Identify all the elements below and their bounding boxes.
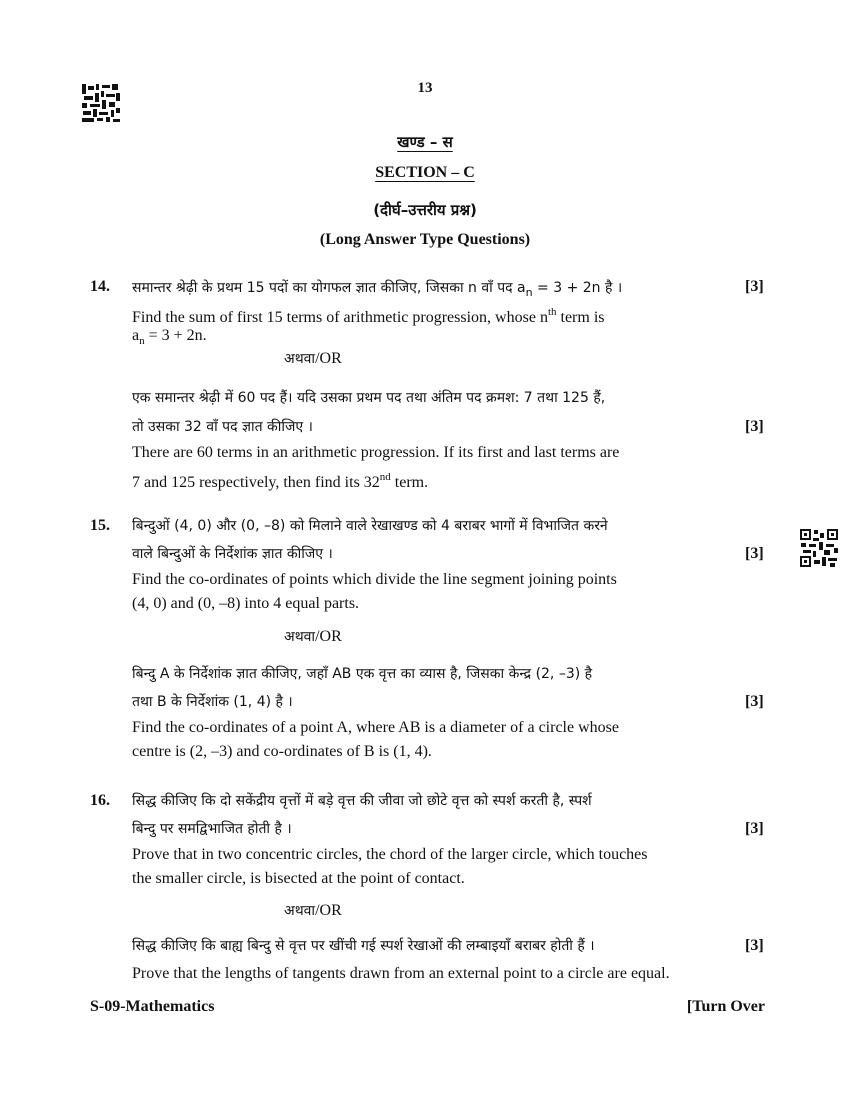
paper-code: S-09-Mathematics — [90, 998, 215, 1015]
question-marks: [3] — [745, 545, 764, 562]
question-number: 16. — [90, 792, 110, 809]
alternative-marks: [3] — [745, 418, 764, 435]
question-text: $a_n = 3 + 2n$. — [132, 327, 207, 347]
question-text: Find the sum of first 15 terms of arithmetic progression, whose $n^{th}$ term is — [132, 306, 605, 326]
alternative-text: Find the co-ordinates of a point A, where AB is a diameter of a circle whose — [132, 719, 619, 736]
or-separator: अथवा/OR — [284, 350, 342, 367]
page-number: 13 — [417, 80, 433, 96]
alternative-text-hindi: सिद्ध कीजिए कि बाह्य बिन्दु से वृत्त पर खींची गई स्पर्श रेखाओं की लम्बाइयाँ बराबर होती हैं । — [132, 938, 595, 954]
alternative-text: 7 and 125 respectively, then find its 32nd term. — [132, 471, 429, 491]
question-marks: [3] — [745, 278, 764, 295]
alternative-marks: [3] — [745, 937, 764, 954]
qr-code-right-margin — [800, 529, 838, 567]
or-separator: अथवा/OR — [284, 628, 342, 645]
question-text: Find the co-ordinates of points which divide the line segment joining points — [132, 571, 617, 588]
or-separator: अथवा/OR — [284, 902, 342, 919]
question-text-hindi: वाले बिन्दुओं के निर्देशांक ज्ञात कीजिए । — [132, 546, 333, 562]
alternative-text: Prove that the lengths of tangents drawn from an external point to a circle are equal. — [132, 965, 670, 982]
question-text-hindi: बिन्दुओं (4, 0) और (0, –8) को मिलाने वाले रेखाखण्ड को 4 बराबर भागों में विभाजित करने — [132, 518, 608, 534]
question-text-hindi: समान्तर श्रेढ़ी के प्रथम 15 पदों का योगफल ज्ञात कीजिए, जिसका n वाँ पद $a_n = 3 + 2n$ है । — [132, 280, 623, 299]
question-type: (Long Answer Type Questions) — [319, 231, 531, 248]
question-text: Prove that in two concentric circles, the chord of the larger circle, which touches — [132, 846, 648, 863]
question-text-hindi: बिन्दु पर समद्विभाजित होती है । — [132, 821, 292, 837]
alternative-marks: [3] — [745, 693, 764, 710]
alternative-text-hindi: बिन्दु A के निर्देशांक ज्ञात कीजिए, जहाँ AB एक वृत्त का व्यास है, जिसका केन्द्र (2, –3) है — [132, 666, 593, 682]
question-marks: [3] — [745, 820, 764, 837]
question-text: the smaller circle, is bisected at the point of contact. — [132, 870, 465, 887]
question-text-hindi: सिद्ध कीजिए कि दो सकेंद्रीय वृत्तों में बड़े वृत्त की जीवा जो छोटे वृत्त को स्पर्श करती है, स्पर्श — [132, 793, 592, 809]
question-text: (4, 0) and (0, –8) into 4 equal parts. — [132, 595, 360, 612]
turn-over-label: [Turn Over — [686, 998, 765, 1015]
question-number: 15. — [90, 517, 110, 534]
alternative-text-hindi: एक समान्तर श्रेढ़ी में 60 पद हैं। यदि उसका प्रथम पद तथा अंतिम पद क्रमश: 7 तथा 125 हैं, — [132, 390, 606, 406]
question-number: 14. — [90, 278, 110, 295]
section-title: SECTION – C — [375, 164, 475, 181]
alternative-text-hindi: तथा B के निर्देशांक (1, 4) है । — [132, 694, 293, 710]
alternative-text-hindi: तो उसका 32 वाँ पद ज्ञात कीजिए । — [132, 419, 313, 435]
alternative-text: centre is (2, –3) and co-ordinates of B is (1, 4). — [132, 743, 432, 760]
section-title-hindi: खण्ड – स — [397, 133, 453, 151]
alternative-text: There are 60 terms in an arithmetic progression. If its first and last terms are — [132, 444, 620, 461]
question-type-hindi: (दीर्घ–उत्तरीय प्रश्न) — [373, 201, 477, 219]
